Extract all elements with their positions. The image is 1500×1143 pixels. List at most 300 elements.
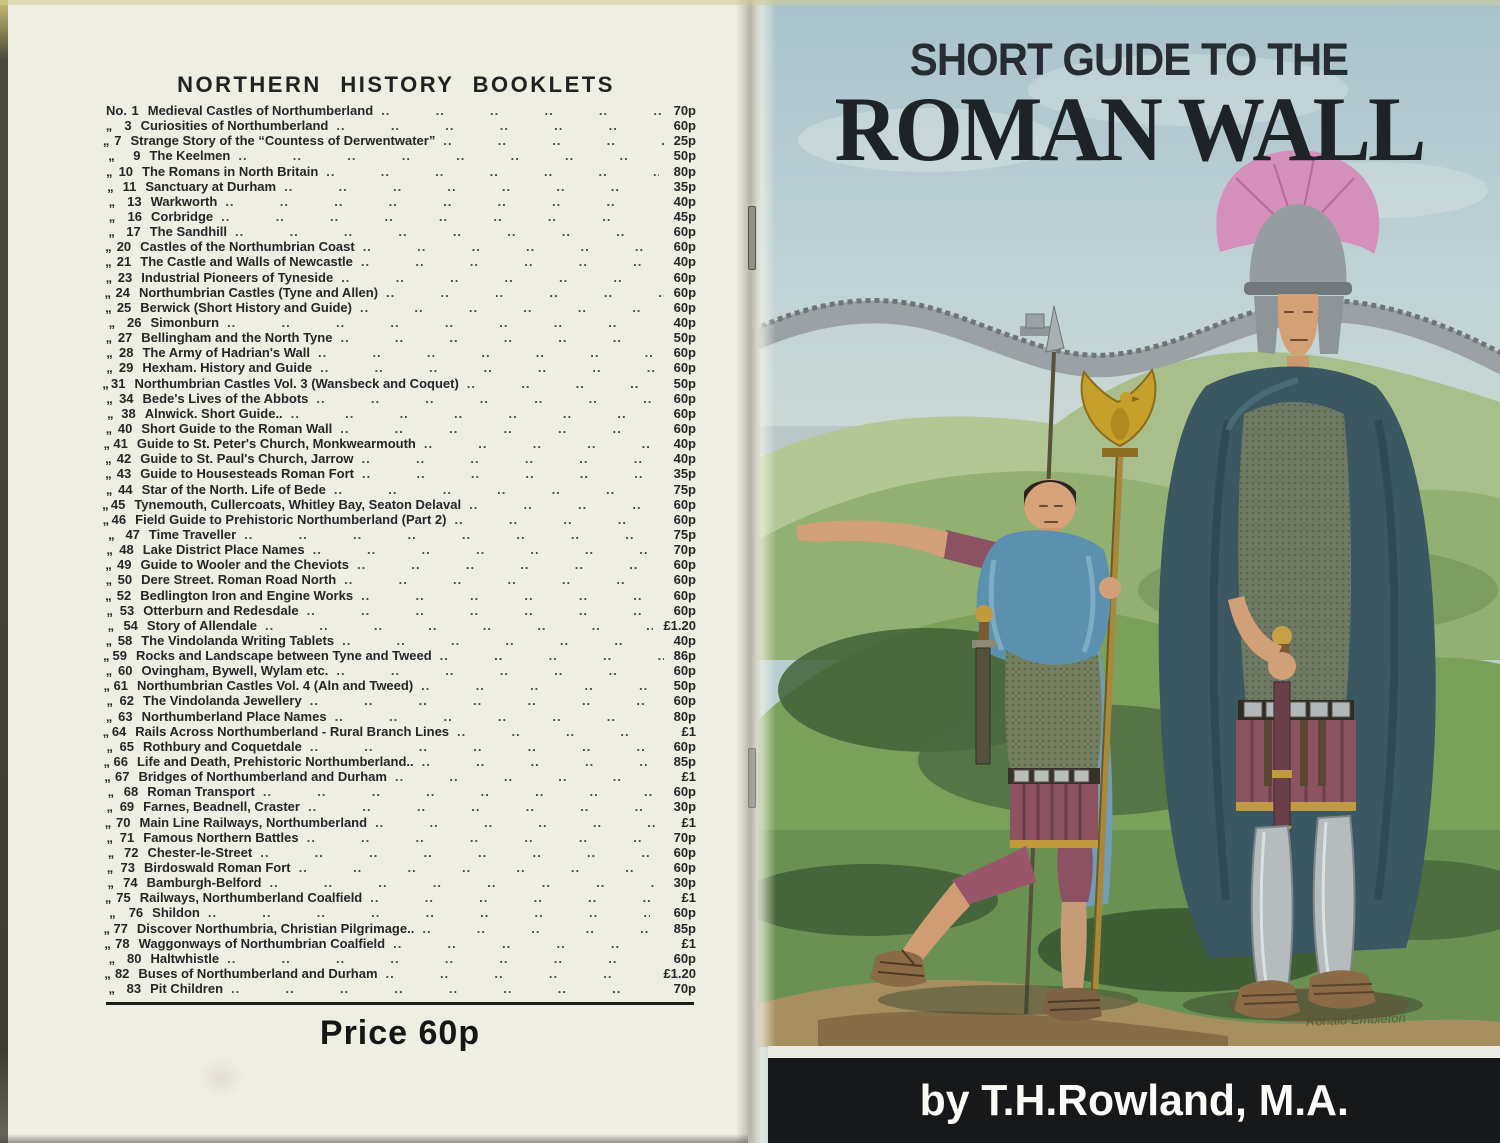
staple bbox=[748, 748, 756, 808]
list-item bbox=[100, 239, 696, 254]
booklet-price: 70p bbox=[673, 542, 696, 558]
dot-leader bbox=[336, 663, 659, 678]
booklet-price: £1 bbox=[681, 814, 696, 830]
booklet-price: 60p bbox=[673, 572, 696, 588]
booklet-price: 60p bbox=[673, 390, 696, 406]
dot-leader bbox=[227, 951, 652, 966]
booklet-title: Bedlington Iron and Engine Works bbox=[140, 587, 354, 603]
dot-leader bbox=[260, 845, 654, 860]
booklet-title: Rothbury and Coquetdale bbox=[142, 738, 302, 754]
booklet-ditto: „ bbox=[106, 602, 114, 618]
booklet-ditto: „ bbox=[108, 950, 116, 966]
booklet-ditto: „ bbox=[105, 269, 113, 285]
booklet-title: Alnwick. Short Guide.. bbox=[144, 405, 283, 421]
artist-signature: Ronald Embleton bbox=[1305, 1010, 1406, 1029]
scan-edge-left bbox=[0, 0, 8, 1143]
list-item bbox=[100, 300, 696, 315]
booklet-ditto: „ bbox=[107, 178, 114, 194]
booklet-number: 52 bbox=[116, 587, 132, 603]
dot-leader bbox=[395, 769, 664, 784]
dot-leader bbox=[424, 436, 664, 451]
booklet-ditto: „ bbox=[106, 345, 113, 361]
dot-leader bbox=[244, 527, 653, 542]
booklet-title: Medieval Castles of Northumberland bbox=[147, 103, 374, 118]
booklet-price: £1 bbox=[681, 890, 696, 906]
booklet-price: 80p bbox=[673, 163, 696, 179]
list-item bbox=[100, 951, 696, 966]
booklet-title: Curiosities of Northumberland bbox=[140, 118, 329, 134]
dot-leader bbox=[238, 148, 652, 163]
booklet-number: 59 bbox=[112, 648, 127, 664]
booklet-number: 46 bbox=[111, 511, 127, 527]
booklet-number: 48 bbox=[119, 542, 134, 558]
dot-leader bbox=[342, 633, 660, 648]
dot-leader bbox=[362, 466, 662, 481]
booklet-price: 60p bbox=[673, 587, 696, 603]
dot-leader bbox=[454, 512, 663, 527]
booklet-ditto: „ bbox=[105, 299, 112, 315]
dot-leader bbox=[263, 784, 654, 799]
dot-leader bbox=[360, 300, 662, 315]
booklet-title: Sanctuary at Durham bbox=[145, 178, 277, 194]
dot-leader bbox=[308, 799, 658, 814]
dot-leader bbox=[307, 830, 658, 845]
dot-leader bbox=[284, 179, 656, 194]
booklet-number: 38 bbox=[121, 405, 136, 421]
booklet-number: 45 bbox=[110, 496, 126, 512]
booklet-ditto: „ bbox=[106, 163, 113, 179]
list-item bbox=[100, 330, 696, 345]
booklet-price: 50p bbox=[673, 330, 696, 346]
booklet-title: Birdoswald Roman Fort bbox=[144, 860, 291, 876]
booklet-title: Guide to Wooler and the Cheviots bbox=[140, 557, 349, 573]
booklet-number: 16 bbox=[127, 208, 142, 224]
booklet-price: £1 bbox=[681, 723, 696, 739]
dot-leader bbox=[469, 497, 664, 512]
booklet-title: The Castle and Walls of Newcastle bbox=[140, 254, 353, 270]
booklet-number: 69 bbox=[119, 799, 135, 815]
booklet-price: 30p bbox=[673, 875, 696, 891]
booklet-ditto: „ bbox=[104, 890, 112, 906]
booklet-title: Guide to Housesteads Roman Fort bbox=[140, 466, 354, 482]
list-item bbox=[100, 270, 696, 285]
booklet-number: 71 bbox=[119, 829, 135, 845]
dot-leader bbox=[375, 815, 663, 830]
booklet-ditto: „ bbox=[104, 966, 111, 982]
booklet-ditto: „ bbox=[108, 981, 115, 997]
booklet-ditto: „ bbox=[106, 799, 113, 815]
booklet-number: 68 bbox=[123, 784, 139, 800]
list-item bbox=[100, 709, 696, 724]
list-item bbox=[100, 360, 696, 375]
list-item bbox=[100, 784, 696, 799]
booklet-ditto: „ bbox=[102, 375, 109, 391]
booklet-ditto: „ bbox=[103, 678, 111, 694]
dot-leader bbox=[340, 330, 660, 345]
scan-edge-top bbox=[0, 0, 1500, 5]
spine-shadow bbox=[736, 0, 762, 1143]
booklet-price: 70p bbox=[673, 103, 696, 118]
booklet-title: Rails Across Northumberland - Rural Branch Lines bbox=[135, 723, 450, 739]
booklet-ditto: „ bbox=[108, 208, 116, 224]
booklet-ditto: „ bbox=[108, 314, 116, 330]
booklet-price: 40p bbox=[673, 632, 696, 648]
list-item bbox=[100, 451, 696, 466]
booklet-price: 60p bbox=[673, 663, 696, 679]
booklet-ditto: „ bbox=[107, 875, 114, 891]
booklet-title: Life and Death, Prehistoric Northumberland.. bbox=[136, 754, 414, 770]
booklet-price: 60p bbox=[673, 299, 696, 315]
booklet-title: Field Guide to Prehistoric Northumberland (Part 2) bbox=[135, 511, 447, 527]
byline-bar bbox=[768, 1058, 1500, 1143]
cover-title-line1: SHORT GUIDE TO THE bbox=[909, 34, 1349, 85]
booklet-price: 60p bbox=[673, 224, 696, 240]
booklet-ditto: „ bbox=[102, 133, 110, 149]
booklet-title: Berwick (Short History and Guide) bbox=[140, 299, 352, 315]
dot-leader bbox=[334, 482, 660, 497]
dot-leader bbox=[326, 164, 659, 179]
booklet-title: Main Line Railways, Northumberland bbox=[139, 814, 368, 830]
booklet-ditto: „ bbox=[102, 648, 110, 664]
booklet-price: 50p bbox=[673, 148, 697, 164]
booklet-price: 60p bbox=[673, 360, 696, 376]
booklet-title: Northumbrian Castles (Tyne and Allen) bbox=[138, 284, 379, 300]
booklet-price: 70p bbox=[673, 981, 696, 997]
booklet-title: Roman Transport bbox=[147, 784, 255, 800]
dot-leader bbox=[381, 103, 663, 118]
list-item bbox=[100, 648, 696, 663]
booklet-ditto: „ bbox=[102, 723, 110, 739]
booklet-price: 35p bbox=[673, 178, 697, 194]
dot-leader bbox=[357, 557, 661, 572]
list-item bbox=[100, 678, 696, 693]
booklet-price: 60p bbox=[673, 496, 696, 512]
booklet-number: 42 bbox=[116, 451, 132, 467]
booklet-price: 60p bbox=[673, 239, 696, 255]
booklet-title: Corbridge bbox=[151, 208, 214, 224]
booklet-price: 60p bbox=[673, 557, 696, 573]
booklet-number: 82 bbox=[114, 966, 130, 982]
booklet-title: Railways, Northumberland Coalfield bbox=[139, 890, 363, 906]
list-item bbox=[100, 164, 696, 179]
booklet-title: Northumbrian Castles Vol. 3 (Wansbeck and Coquet) bbox=[134, 375, 459, 391]
booklet-price: 60p bbox=[673, 345, 696, 361]
list-item bbox=[100, 466, 696, 481]
dot-leader bbox=[422, 754, 664, 769]
booklet-number: 66 bbox=[113, 754, 128, 770]
dot-leader bbox=[336, 118, 659, 133]
front-cover-page bbox=[758, 0, 1500, 1143]
booklet-number: 77 bbox=[113, 920, 128, 936]
list-item bbox=[100, 588, 696, 603]
booklet-price: 60p bbox=[673, 405, 696, 421]
booklet-title: Simonburn bbox=[150, 314, 220, 330]
dot-leader bbox=[386, 966, 654, 981]
booklet-price: £1 bbox=[681, 769, 696, 785]
booklet-title: Rocks and Landscape between Tyne and Tweed bbox=[135, 648, 432, 664]
dot-leader bbox=[421, 678, 663, 693]
booklet-ditto: „ bbox=[108, 224, 115, 240]
dot-leader bbox=[269, 875, 654, 890]
booklet-title: Dere Street. Roman Road North bbox=[141, 572, 337, 588]
booklet-number: 40 bbox=[117, 420, 133, 436]
booklet-price: 35p bbox=[673, 466, 696, 482]
dot-leader bbox=[231, 981, 652, 996]
dot-leader bbox=[291, 406, 657, 421]
booklet-price: 40p bbox=[673, 451, 696, 467]
booklet-ditto: „ bbox=[106, 390, 113, 406]
booklet-ditto: „ bbox=[105, 481, 113, 497]
booklet-number: 63 bbox=[118, 708, 133, 724]
booklet-ditto: No. bbox=[106, 103, 127, 118]
list-item bbox=[100, 860, 696, 875]
divider-rule bbox=[106, 1002, 694, 1005]
booklet-title: Star of the North. Life of Bede bbox=[141, 481, 326, 497]
dot-leader bbox=[440, 648, 664, 663]
booklet-title: Hexham. History and Guide bbox=[142, 360, 313, 376]
booklet-price: 60p bbox=[673, 860, 696, 876]
booklet-price: 75p bbox=[673, 526, 697, 542]
list-item bbox=[100, 224, 696, 239]
booklet-ditto: „ bbox=[105, 466, 112, 482]
booklet-number: 58 bbox=[117, 632, 133, 648]
booklet-title: Buses of Northumberland and Durham bbox=[138, 966, 378, 982]
booklet-title: Pit Children bbox=[150, 981, 224, 997]
list-item bbox=[100, 739, 696, 754]
list-item bbox=[100, 618, 696, 633]
booklet-title: Time Traveller bbox=[148, 526, 237, 542]
list-item bbox=[100, 815, 696, 830]
list-item bbox=[100, 376, 696, 391]
list-item bbox=[100, 921, 696, 936]
byline-text: by T.H.Rowland, M.A. bbox=[919, 1075, 1349, 1125]
list-item bbox=[100, 542, 696, 557]
booklet-number: 11 bbox=[122, 178, 137, 194]
booklet-price: 30p bbox=[673, 799, 697, 815]
booklet-price: 40p bbox=[673, 436, 696, 452]
list-item bbox=[100, 148, 696, 163]
dot-leader bbox=[341, 270, 660, 285]
dot-leader bbox=[362, 451, 662, 466]
booklet-price: 60p bbox=[673, 738, 696, 754]
booklet-title: Castles of the Northumbrian Coast bbox=[140, 239, 355, 255]
booklet-ditto: „ bbox=[105, 330, 113, 346]
booklet-number: 27 bbox=[117, 330, 133, 346]
list-item bbox=[100, 966, 696, 981]
booklet-price: 85p bbox=[673, 920, 696, 936]
booklet-title: Industrial Pioneers of Tyneside bbox=[141, 269, 334, 285]
booklet-ditto: „ bbox=[108, 148, 115, 164]
booklet-ditto: „ bbox=[105, 451, 112, 467]
booklet-ditto: „ bbox=[106, 829, 114, 845]
booklet-number: 1 bbox=[131, 103, 139, 118]
dot-leader bbox=[316, 391, 658, 406]
booklet-number: 74 bbox=[123, 875, 138, 891]
cover-title-line2: ROMAN WALL bbox=[834, 78, 1424, 180]
booklet-price: 25p bbox=[673, 133, 696, 149]
booklet-number: 25 bbox=[116, 299, 132, 315]
dot-leader bbox=[235, 224, 652, 239]
list-item bbox=[100, 118, 696, 133]
booklet-title: Northumberland Place Names bbox=[141, 708, 327, 724]
list-item bbox=[100, 936, 696, 951]
booklet-number: 29 bbox=[118, 360, 134, 376]
booklet-ditto: „ bbox=[105, 663, 113, 679]
booklet-price: 40p bbox=[673, 193, 696, 209]
booklet-ditto: „ bbox=[104, 935, 111, 951]
booklet-number: 60 bbox=[118, 663, 133, 679]
booklet-ditto: „ bbox=[105, 587, 112, 603]
staple bbox=[748, 206, 756, 270]
booklet-number: 78 bbox=[115, 935, 130, 951]
booklet-price: 60p bbox=[673, 784, 696, 800]
booklet-price: 50p bbox=[673, 678, 696, 694]
booklet-price: 60p bbox=[673, 511, 696, 527]
list-item bbox=[100, 845, 696, 860]
booklet-ditto: „ bbox=[106, 738, 113, 754]
list-item bbox=[100, 633, 696, 648]
booklet-price: £1.20 bbox=[663, 617, 696, 633]
cover-white-strip bbox=[768, 1046, 1500, 1058]
booklet-number: 20 bbox=[116, 239, 132, 255]
list-item bbox=[100, 406, 696, 421]
list-item bbox=[100, 527, 696, 542]
dot-leader bbox=[386, 285, 664, 300]
booklet-price: 70p bbox=[673, 829, 696, 845]
booklet-number: 10 bbox=[118, 163, 134, 179]
list-item bbox=[100, 345, 696, 360]
booklet-number: 28 bbox=[118, 345, 134, 361]
list-item bbox=[100, 603, 696, 618]
dot-leader bbox=[467, 376, 664, 391]
booklet-number: 31 bbox=[110, 375, 126, 391]
list-item bbox=[100, 557, 696, 572]
dot-leader bbox=[335, 709, 660, 724]
booklet-ditto: „ bbox=[107, 844, 115, 860]
booklet-ditto: „ bbox=[104, 769, 111, 785]
booklet-title: The Vindolanda Jewellery bbox=[142, 693, 302, 709]
dot-leader bbox=[393, 936, 664, 951]
booklet-number: 44 bbox=[118, 481, 133, 497]
booklet-number: 3 bbox=[124, 118, 132, 134]
booklet-number: 72 bbox=[123, 844, 139, 860]
booklet-ditto: „ bbox=[102, 496, 109, 512]
booklet-number: 76 bbox=[128, 905, 144, 921]
booklet-title: Short Guide to the Roman Wall bbox=[141, 420, 333, 436]
list-item bbox=[100, 830, 696, 845]
list-item bbox=[100, 194, 696, 209]
dot-leader bbox=[265, 618, 653, 633]
dot-leader bbox=[313, 542, 658, 557]
booklet-price: 60p bbox=[673, 693, 696, 709]
booklet-ditto: „ bbox=[105, 557, 112, 573]
list-item bbox=[100, 981, 696, 996]
booklet-price: 60p bbox=[673, 905, 696, 921]
dot-leader bbox=[307, 603, 658, 618]
list-item bbox=[100, 209, 696, 224]
booklet-ditto: „ bbox=[105, 118, 113, 134]
booklet-ditto: „ bbox=[104, 814, 112, 830]
booklet-number: 21 bbox=[116, 254, 132, 270]
booklet-ditto: „ bbox=[106, 693, 113, 709]
booklet-ditto: „ bbox=[104, 284, 111, 300]
dot-leader bbox=[320, 360, 659, 375]
booklet-title: The Sandhill bbox=[149, 224, 228, 240]
booklet-ditto: „ bbox=[105, 572, 113, 588]
list-item bbox=[100, 799, 696, 814]
dot-leader bbox=[361, 588, 662, 603]
list-item bbox=[100, 512, 696, 527]
booklet-title: Waggonways of Northumbrian Coalfield bbox=[138, 935, 386, 951]
booklet-price: 80p bbox=[673, 708, 696, 724]
booklet-number: 41 bbox=[113, 436, 128, 452]
list-item bbox=[100, 754, 696, 769]
booklet-price: £1.20 bbox=[663, 966, 696, 982]
booklet-price: 40p bbox=[673, 254, 696, 270]
booklet-ditto: „ bbox=[105, 254, 112, 270]
booklet-title: The Vindolanda Writing Tablets bbox=[141, 632, 335, 648]
list-item bbox=[100, 572, 696, 587]
booklet-list bbox=[100, 103, 696, 996]
list-item bbox=[100, 769, 696, 784]
dot-leader bbox=[225, 194, 651, 209]
booklet-title: Haltwhistle bbox=[150, 950, 220, 966]
list-item bbox=[100, 285, 696, 300]
booklet-price: 75p bbox=[673, 481, 696, 497]
booklet-number: 7 bbox=[114, 133, 122, 149]
booklet-number: 9 bbox=[133, 148, 141, 164]
list-item bbox=[100, 436, 696, 451]
list-item bbox=[100, 663, 696, 678]
dot-leader bbox=[310, 739, 658, 754]
list-item bbox=[100, 875, 696, 890]
booklet-ditto: „ bbox=[107, 617, 115, 633]
booklet-number: 47 bbox=[125, 526, 140, 542]
booklet-price: 40p bbox=[673, 314, 696, 330]
booklet-ditto: „ bbox=[105, 420, 113, 436]
booklet-title: Bridges of Northumberland and Durham bbox=[138, 769, 387, 785]
dot-leader bbox=[457, 724, 669, 739]
back-cover-page bbox=[8, 0, 746, 1143]
booklet-number: 67 bbox=[115, 769, 130, 785]
paper-smudge bbox=[198, 1058, 244, 1098]
dot-leader bbox=[208, 905, 650, 920]
booklet-title: Warkworth bbox=[150, 193, 218, 209]
booklet-number: 61 bbox=[113, 678, 128, 694]
booklet-number: 23 bbox=[117, 269, 133, 285]
list-item bbox=[100, 724, 696, 739]
booklet-ditto: „ bbox=[105, 708, 113, 724]
booklet-price: 60p bbox=[673, 118, 696, 134]
list-header: NORTHERN HISTORY BOOKLETS bbox=[177, 72, 615, 97]
booklet-title: The Keelmen bbox=[149, 148, 231, 164]
booklet-price: 60p bbox=[673, 844, 696, 860]
booklet-price: 60p bbox=[673, 602, 696, 618]
dot-leader bbox=[422, 921, 663, 936]
list-item bbox=[100, 693, 696, 708]
cover-price: Price 60p bbox=[319, 1014, 481, 1052]
list-item bbox=[100, 179, 696, 194]
booklet-number: 62 bbox=[119, 693, 134, 709]
booklet-price: 85p bbox=[673, 754, 696, 770]
booklet-title: Tynemouth, Cullercoats, Whitley Bay, Seaton Delaval bbox=[134, 496, 462, 512]
booklet-ditto: „ bbox=[103, 754, 110, 770]
dot-leader bbox=[363, 239, 662, 254]
booklet-number: 54 bbox=[123, 617, 138, 633]
booklet-number: 49 bbox=[116, 557, 132, 573]
booklet-title: Bede's Lives of the Abbots bbox=[142, 390, 309, 406]
booklet-title: Guide to St. Peter's Church, Monkwearmouth bbox=[136, 436, 416, 452]
